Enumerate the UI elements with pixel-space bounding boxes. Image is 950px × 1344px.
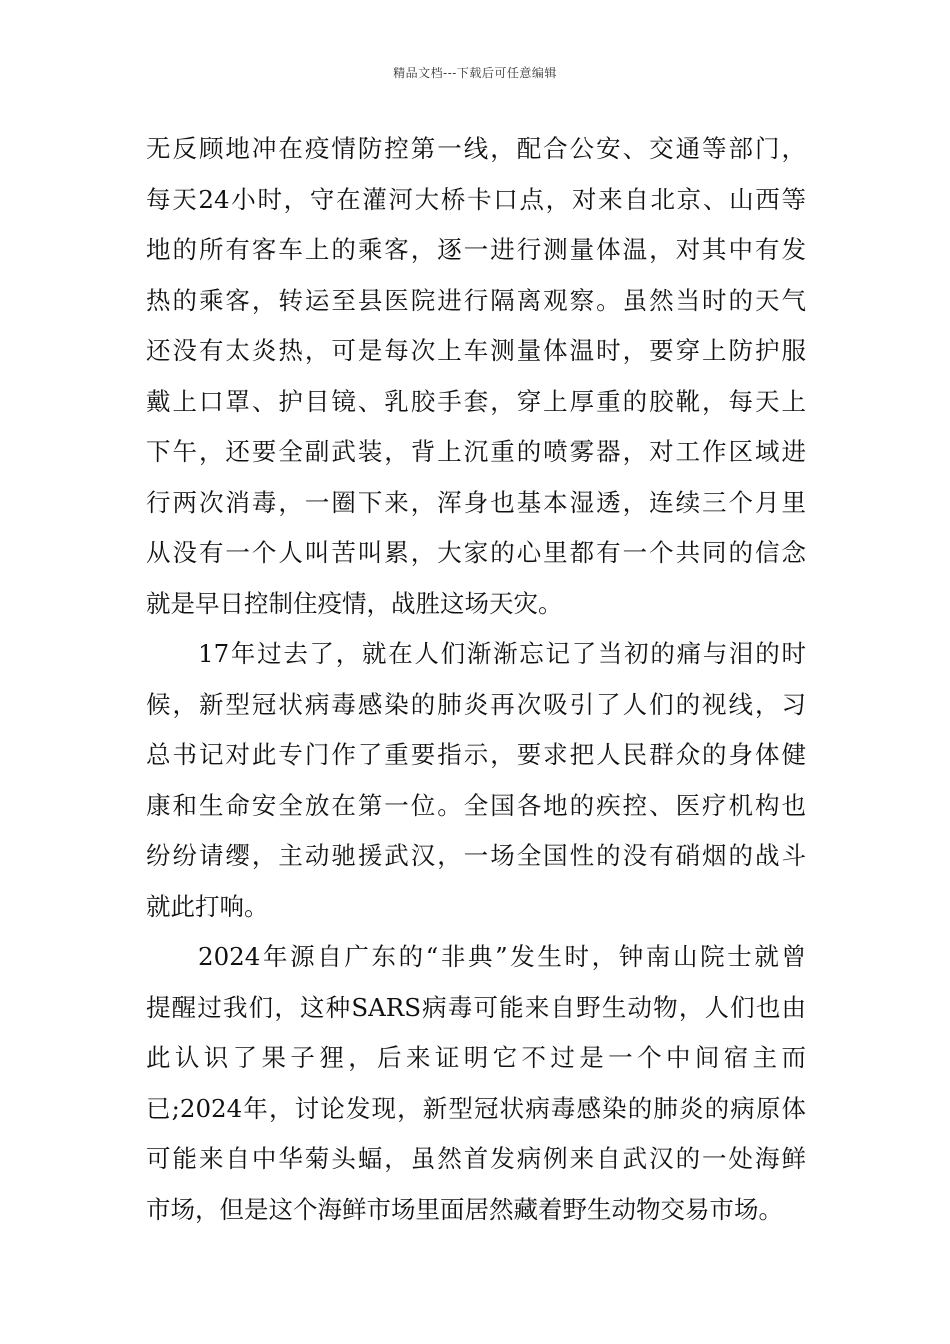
text-line: 还没有太炎热，可是每次上车测量体温时，要穿上防护服	[146, 336, 806, 365]
text-line: 17年过去了，就在人们渐渐忘记了当初的痛与泪的时	[198, 639, 806, 668]
text-line: 市场，但是这个海鲜市场里面居然藏着野生动物交易市场。	[146, 1194, 783, 1224]
paragraph-3	[146, 932, 806, 1235]
text-line: 地的所有客车上的乘客，逐一进行测量体温，对其中有发	[146, 235, 806, 264]
text-line: 热的乘客，转运至县医院进行隔离观察。虽然当时的天气	[146, 285, 806, 315]
text-line: 已;2024年，讨论发现，新型冠状病毒感染的肺炎的病原体	[146, 1093, 806, 1123]
page-header: 精品文档---下载后可任意编辑	[393, 66, 557, 80]
body-text	[146, 124, 806, 1235]
text-line: 就是早日控制住疫情，战胜这场天灾。	[146, 588, 563, 618]
text-line: 每天24小时，守在灌河大桥卡口点，对来自北京、山西等	[146, 184, 806, 214]
text-line: 从没有一个人叫苦叫累，大家的心里都有一个共同的信念	[146, 538, 806, 567]
text-line: 下午，还要全副武装，背上沉重的喷雾器，对工作区域进	[146, 437, 806, 466]
text-line: 无反顾地冲在疫情防控第一线，配合公安、交通等部门，	[146, 134, 806, 163]
text-line: 可能来自中华菊头蝠，虽然首发病例来自武汉的一处海鲜	[146, 1144, 806, 1173]
text-line: 戴上口罩、护目镜、乳胶手套，穿上厚重的胶靴，每天上	[146, 386, 806, 416]
text-line: 纷纷请缨，主动驰援武汉，一场全国性的没有硝烟的战斗	[146, 841, 806, 870]
text-line: 此认识了果子狸，后来证明它不过是一个中间宿主而	[146, 1043, 806, 1072]
paragraph-1	[146, 124, 806, 629]
text-line: 行两次消毒，一圈下来，浑身也基本湿透，连续三个月里	[146, 487, 806, 517]
text-line: 2024年源自广东的“非典”发生时，钟南山院士就曾	[198, 942, 806, 971]
text-line: 就此打响。	[146, 891, 269, 921]
text-line: 总书记对此专门作了重要指示，要求把人民群众的身体健	[146, 740, 806, 769]
paragraph-2	[146, 629, 806, 932]
text-line: 候，新型冠状病毒感染的肺炎再次吸引了人们的视线，习	[146, 689, 806, 719]
text-line: 康和生命安全放在第一位。全国各地的疾控、医疗机构也	[146, 790, 806, 820]
text-line: 提醒过我们，这种SARS病毒可能来自野生动物，人们也由	[146, 992, 806, 1022]
